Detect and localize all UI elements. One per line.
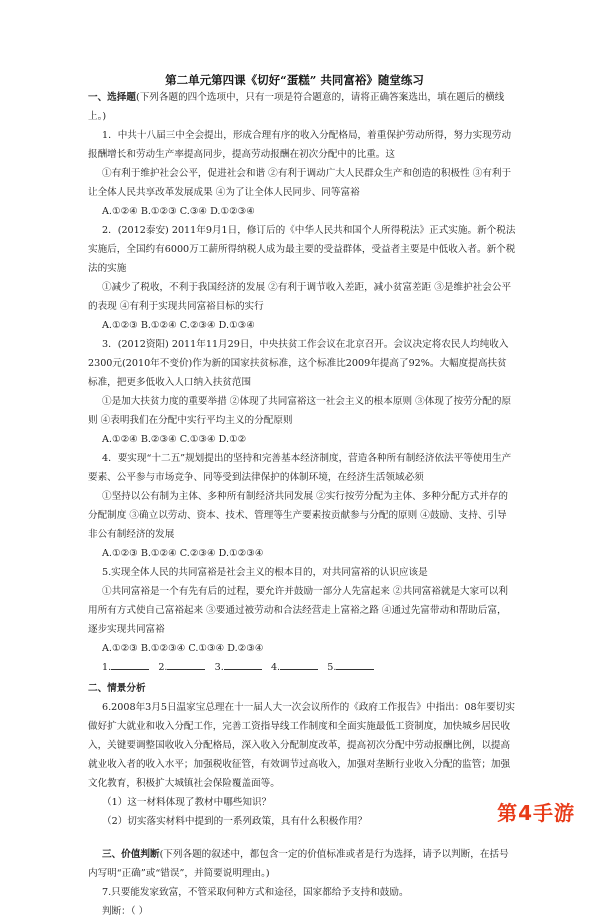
q2-answers: A.①②③ B.①②④ C.②③④ D.①③④: [102, 320, 255, 331]
section-1-heading: 一、选择题: [88, 92, 136, 103]
site-watermark-logo: 第4手游: [497, 801, 575, 825]
q4-stem: 4．要实现“十二五”规划提出的坚持和完善基本经济制度，营造各种所有制经济依法平等使用生产要素、公平参与市场竞争、同等受到法律保护的体制环境，在经济生活领域必须: [88, 453, 512, 483]
q1-options: ①有利于维护社会公平，促进社会和谐 ②有利于调动广大人民群众生产和创造的积极性 ③有利于让全体人民共享改革发展成果 ④为了让全体人民同步、同等富裕: [88, 168, 512, 198]
q2-stem: 2．(2012泰安) 2011年9月1日，修订后的《中华人民共和国个人所得税法》正式实施。新个税法实施后，全国约有6000万工薪所得纳税人成为最主要的受益群体，受益者主要是中低收入者。新个税法的实施: [88, 225, 516, 274]
answer-blank-3[interactable]: [224, 659, 262, 670]
answer-blank-1[interactable]: [111, 659, 149, 670]
q5-answers: A.①②③ B.①②③④ C.①③④ D.②③④: [102, 643, 264, 654]
blank-label-3: 3.: [214, 662, 224, 673]
q3-options: ①是加大扶贫力度的重要举措 ②体现了共同富裕这一社会主义的根本原则 ③体现了按劳分配的原则 ④表明我们在分配中实行平均主义的分配原则: [88, 396, 512, 426]
blank-label-2: 2.: [158, 662, 168, 673]
section-2-heading: 二、情景分析: [88, 683, 146, 694]
q6-sub1: （1）这一材料体现了教材中哪些知识？: [102, 797, 272, 808]
q6-material: 6.2008年3月5日温家宝总理在十一届人大一次会议所作的《政府工作报告》中指出：08年要切实做好扩大就业和收入分配工作，完善工资指导线工作制度和全面实施最低工资制度，加快城乡居民收入，关键要调整国收收入分配格局，深入收入分配制度改革，提高初次分配中劳动报酬比例，以提高就业收入者的收入水平；加强税收征管，有效调节过高收入，加强对垄断行业收入分配的监管；加强文化教育，积极扩大城镇社会保险覆盖面等。: [88, 702, 515, 789]
section-3-heading: 三、价值判断: [102, 849, 160, 860]
blank-label-5: 5.: [327, 662, 337, 673]
answer-blank-5[interactable]: [336, 659, 374, 670]
page-title: 第二单元第四课《切好“蛋糕” 共同富裕》随堂练习: [165, 73, 424, 87]
blank-label-1: 1.: [102, 662, 112, 673]
q1-stem: 1．中共十八届三中全会提出，形成合理有序的收入分配格局，着重保护劳动所得，努力实现劳动报酬增长和劳动生产率提高同步，提高劳动报酬在初次分配中的比重。这: [88, 130, 512, 160]
q4-answers: A.①②③ B.①②④ C.②③④ D.①②③④: [102, 548, 264, 559]
worksheet-body: [88, 88, 516, 921]
q5-stem: 5.实现全体人民的共同富裕是社会主义的根本目的，对共同富裕的认识应该是: [102, 567, 428, 578]
q7-judge: 判断：（ ）: [102, 906, 149, 917]
section-1-header: [88, 88, 516, 126]
q1-answers: A.①②④ B.①②③ C.③④ D.①②③④: [102, 206, 255, 217]
blank-label-4: 4.: [270, 662, 281, 673]
q3-stem: 3．(2012资阳) 2011年11月29日，中央扶贫工作会议在北京召开。会议决定将农民人均纯收入2300元(2010年不变价)作为新的国家扶贫标准，这个标准比2009年提高了92%。大幅度提高扶贫标准，把更多低收入人口纳入扶贫范围: [88, 339, 509, 388]
answer-blanks-row: [88, 658, 516, 677]
answer-blank-2[interactable]: [167, 659, 205, 670]
spacer: [88, 831, 516, 845]
section-3-header: [88, 845, 516, 883]
section-1-instruction: (下列各题的四个选项中，只有一项是符合题意的，请将正确答案选出，填在题后的横线上。): [88, 92, 505, 122]
q2-options: ①减少了税收，不利于我国经济的发展 ②有利于调节收入差距，减小贫富差距 ③是维护社会公平的表现 ④有利于实现共同富裕目标的实行: [88, 282, 512, 312]
q3-answers: A.①②④ B.②③④ C.①③④ D.①②: [102, 434, 247, 445]
section-3-instruction: (下列各题的叙述中，都包含一定的价值标准或者是行为选择，请予以判断，在括号内写明“正确”或“错误”，并简要说明理由。): [88, 849, 509, 879]
answer-blank-4[interactable]: [280, 659, 318, 670]
q4-options: ①坚持以公有制为主体、多种所有制经济共同发展 ②实行按劳分配为主体、多种分配方式并存的分配制度 ③确立以劳动、资本、技术、管理等生产要素按贡献参与分配的原则 ④鼓励、支持、引导非公有制经济的发展: [88, 491, 508, 540]
q5-options: ①共同富裕是一个有先有后的过程，要允许并鼓励一部分人先富起来 ②共同富裕就是大家可以利用所有方式使自己富裕起来 ③要通过被劳动和合法经营走上富裕之路 ④通过先富带动和帮助后富，逐步实现共同富裕: [88, 586, 508, 635]
q6-sub2: （2）切实落实材料中提到的一系列政策，具有什么积极作用？: [102, 816, 368, 827]
q7-stem: 7.只要能发家致富，不管采取何种方式和途径，国家都给予支持和鼓励。: [102, 887, 409, 898]
